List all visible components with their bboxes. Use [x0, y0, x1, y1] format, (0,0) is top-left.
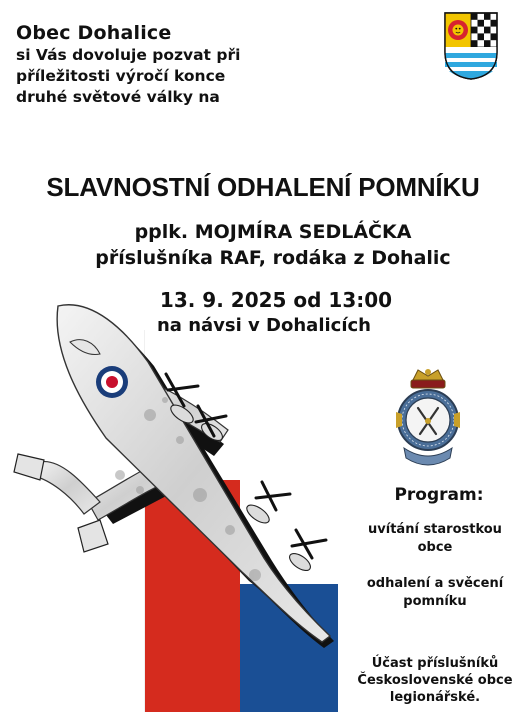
- event-datetime: 13. 9. 2025 od 13:00: [159, 288, 393, 312]
- roundel-icon: [96, 366, 128, 398]
- invitation-line-1: si Vás dovoluje pozvat při: [16, 46, 241, 64]
- invitation-line-3: druhé světové války na: [16, 88, 220, 106]
- participation-note: Účast příslušníků Československé obce legionářské.: [357, 656, 513, 705]
- invitation-line-2: příležitosti výročí konce: [16, 67, 226, 85]
- event-headline: SLAVNOSTNÍ ODHALENÍ POMNÍKU: [46, 172, 480, 202]
- program-item-2: odhalení a svěcení pomníku: [366, 576, 504, 609]
- invitation-text: [16, 22, 316, 108]
- program-block: [352, 484, 518, 611]
- event-location: na návsi v Dohalicích: [156, 315, 371, 336]
- program-heading: Program:: [394, 485, 484, 505]
- honoree-description: příslušníka RAF, rodáka z Dohalic: [95, 247, 451, 269]
- honoree-name: pplk. MOJMÍRA SEDLÁČKA: [134, 221, 412, 243]
- organizer-name: Obec Dohalice: [16, 22, 172, 44]
- program-item-1: uvítání starostkou obce: [368, 522, 502, 555]
- aircraft-illustration: [0, 290, 350, 712]
- honoree-block: [0, 219, 518, 271]
- squadron-badge-icon: [390, 364, 466, 476]
- coat-of-arms-icon: [444, 12, 498, 80]
